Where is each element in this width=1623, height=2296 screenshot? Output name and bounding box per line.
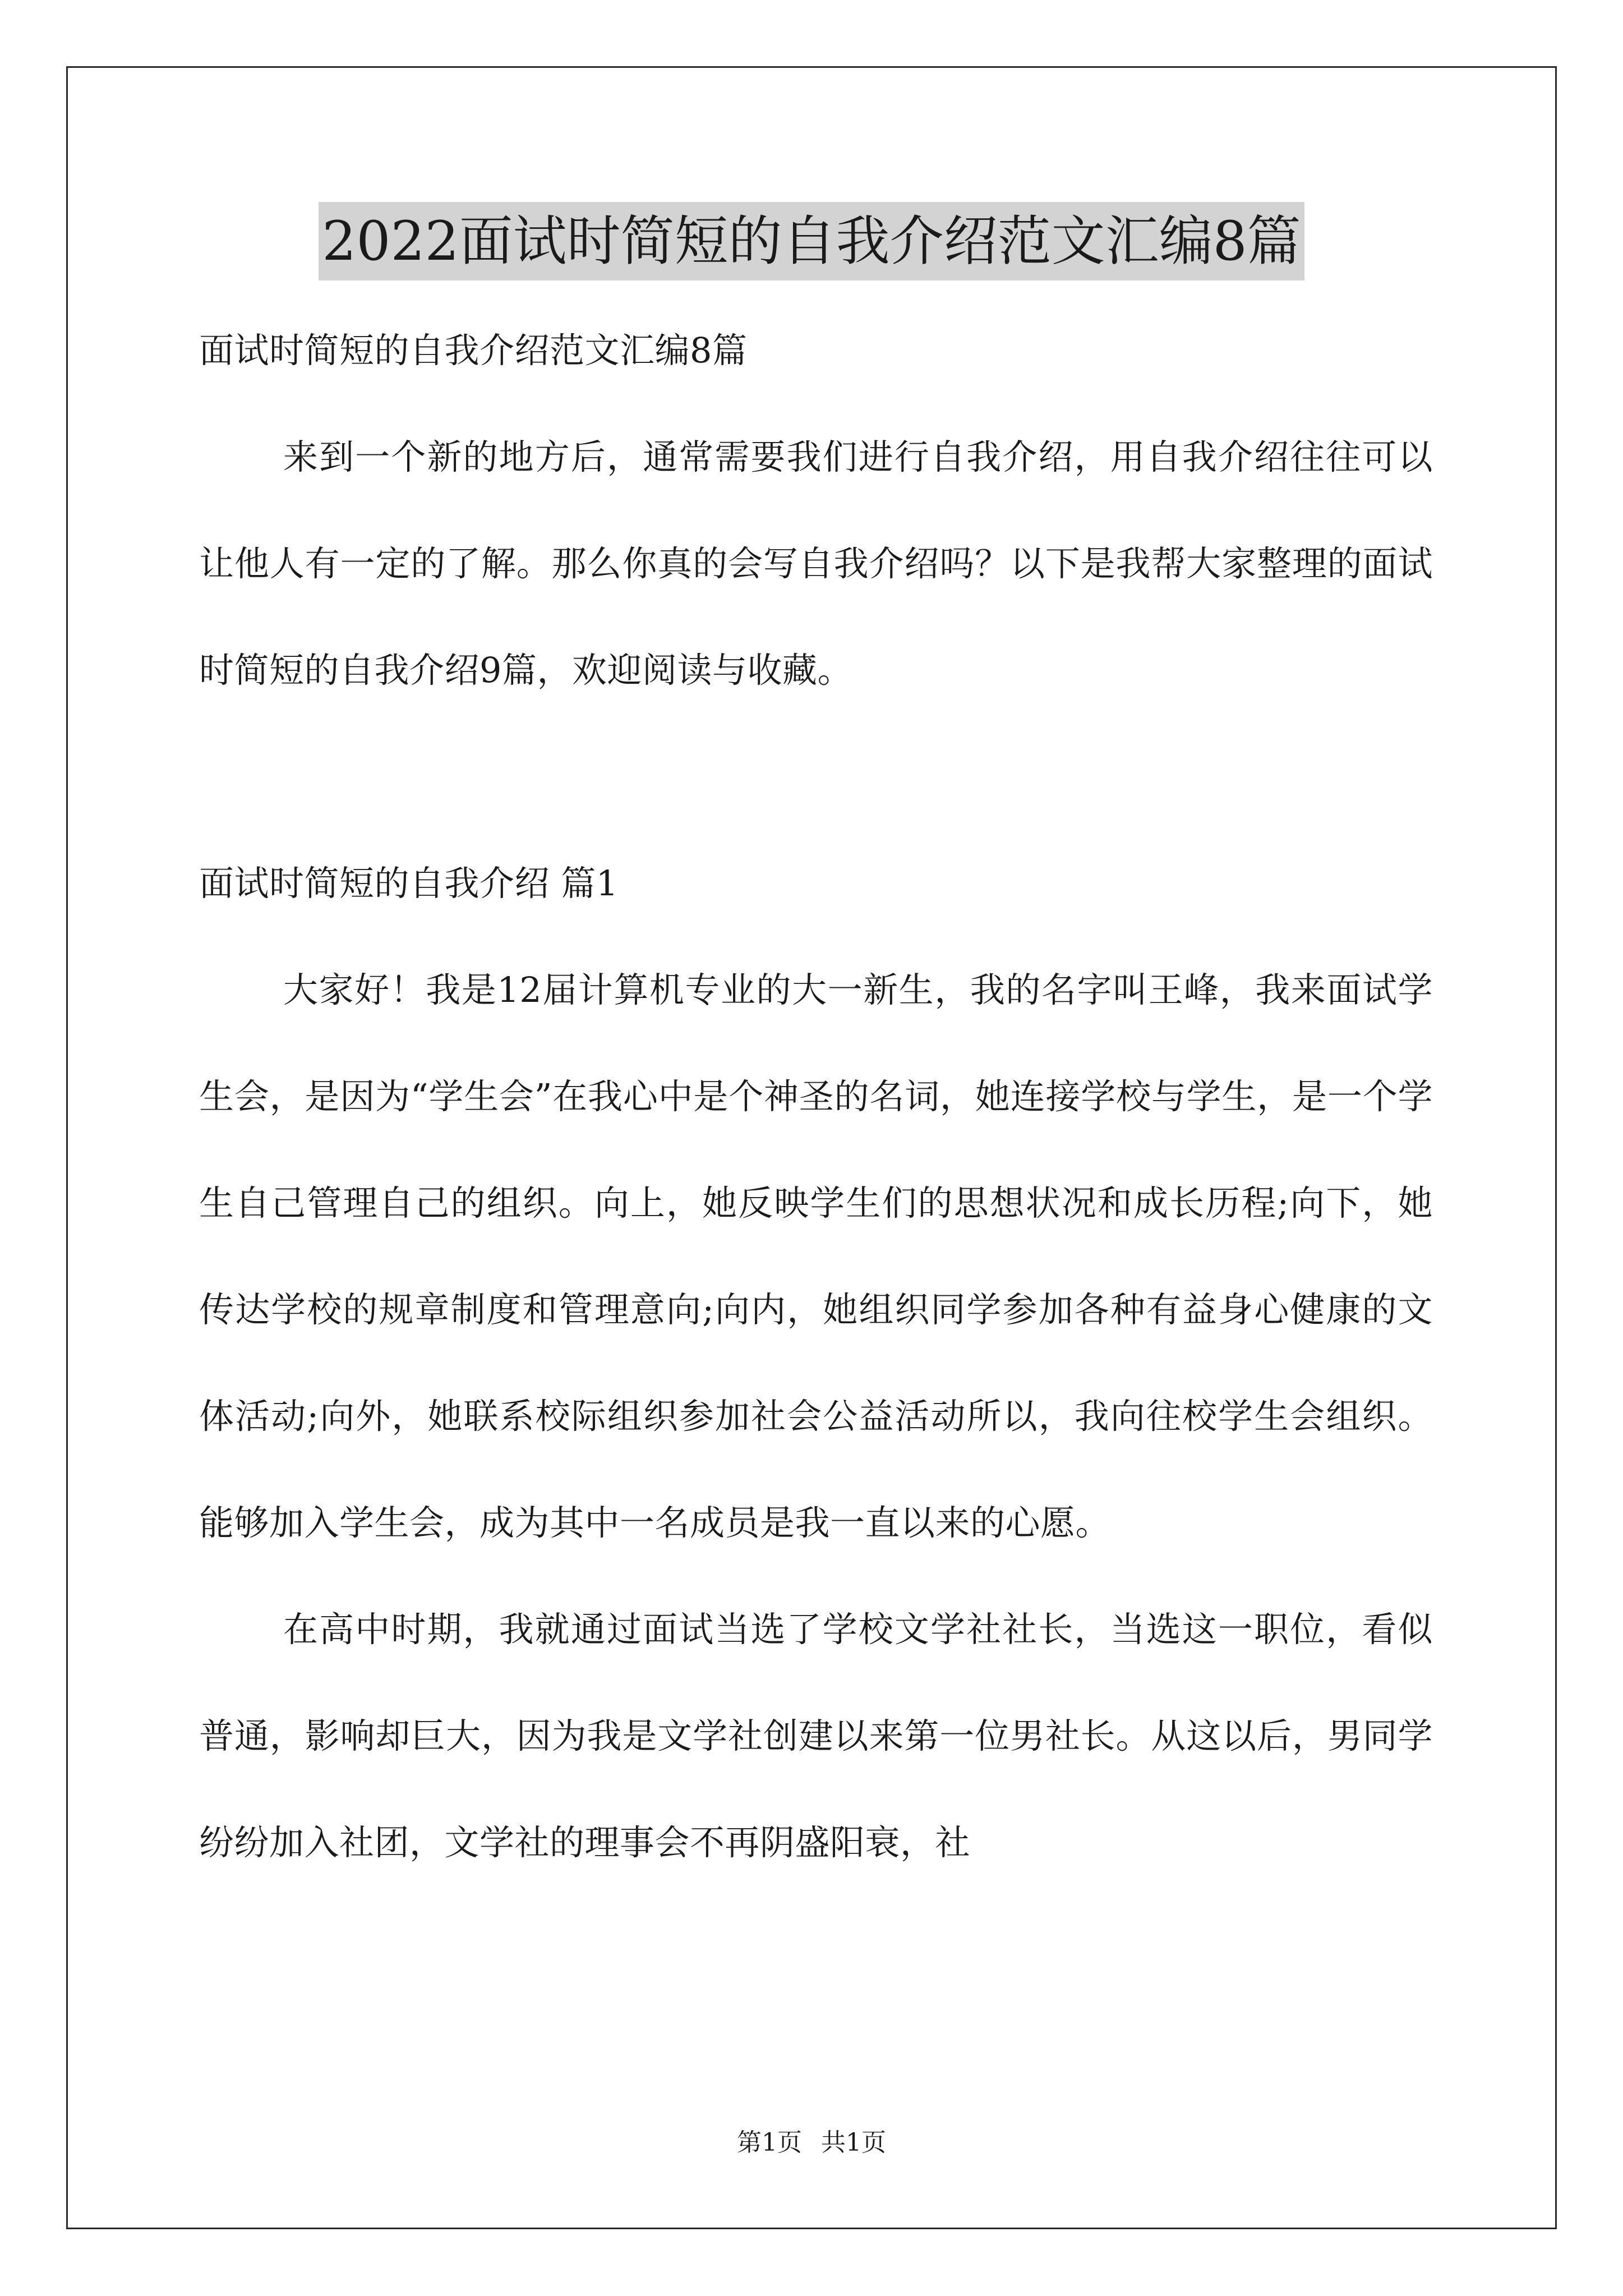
intro-paragraph: 来到一个新的地方后，通常需要我们进行自我介绍，用自我介绍往往可以让他人有一定的了解。那么你真的会写自我介绍吗？以下是我帮大家整理的面试时简短的自我介绍9篇，欢迎阅读与收藏。 xyxy=(199,436,1433,691)
title-container xyxy=(0,202,1623,280)
document-subtitle: 面试时简短的自我介绍范文汇编8篇 xyxy=(199,330,748,371)
page-total: 共1页 xyxy=(821,2128,886,2157)
body-paragraph: 大家好！我是12届计算机专业的大一新生，我的名字叫王峰，我来面试学生会，是因为“学生会”在我心中是个神圣的名词，她连接学校与学生，是一个学生自己管理自己的组织。向上，她反映学生们的思想状况和成长历程;向下，她传达学校的规章制度和管理意向;向内，她组织同学参加各种有益身心健康的文体活动;向外，她联系校际组织参加社会公益活动所以，我向往校学生会组织。能够加入学生会，成为其中一名成员是我一直以来的心愿。 xyxy=(199,969,1433,1543)
document-body xyxy=(199,297,1433,1896)
document-title: 2022面试时简短的自我介绍范文汇编8篇 xyxy=(319,202,1304,280)
page-footer xyxy=(0,2126,1623,2160)
section-heading: 面试时简短的自我介绍 篇1 xyxy=(199,863,619,904)
body-paragraph: 在高中时期，我就通过面试当选了学校文学社社长，当选这一职位，看似普通，影响却巨大，因为我是文学社创建以来第一位男社长。从这以后，男同学纷纷加入社团，文学社的理事会不再阴盛阳衰，社 xyxy=(199,1609,1433,1863)
page-number: 第1页 xyxy=(737,2128,802,2157)
